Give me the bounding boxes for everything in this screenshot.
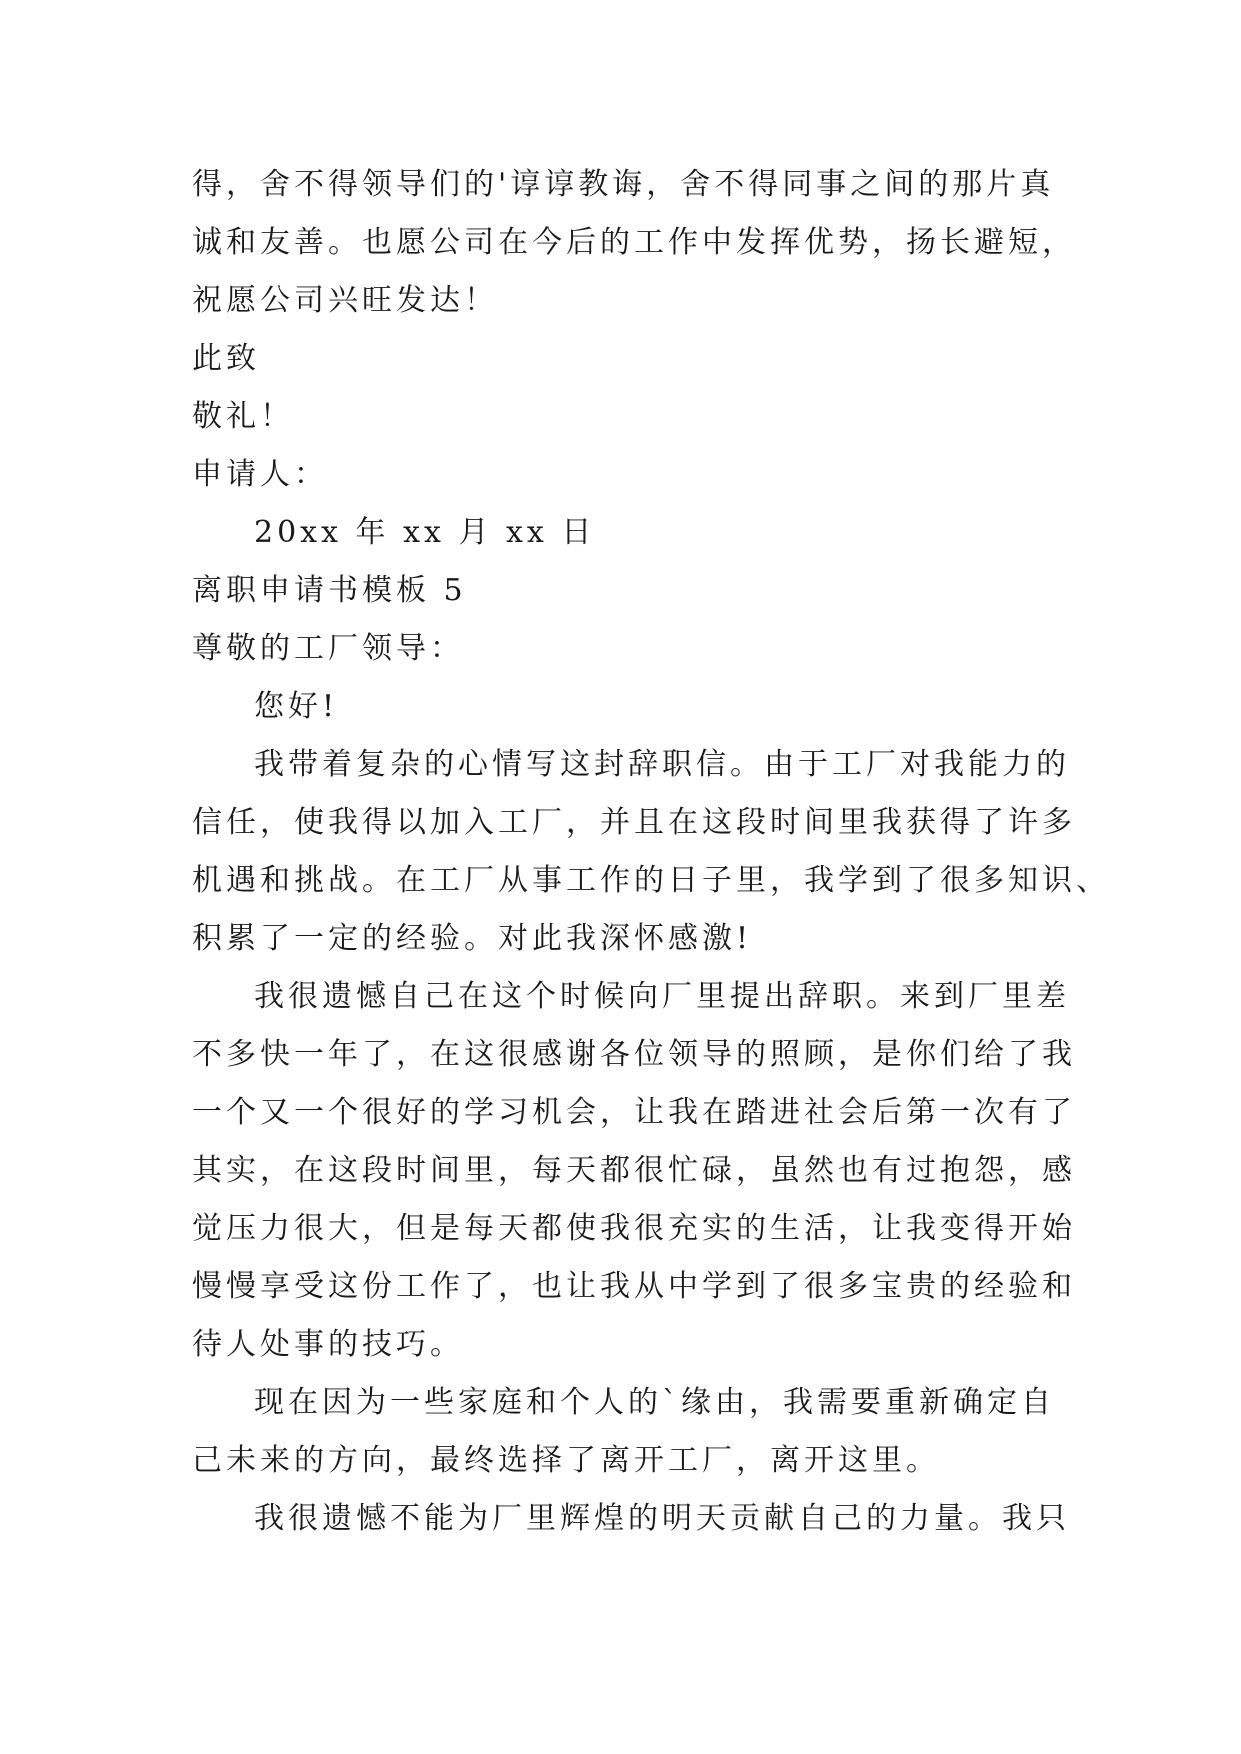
text-line: 积累了一定的经验。对此我深怀感激!: [192, 921, 753, 956]
text-line: 不多快一年了，在这很感谢各位领导的照顾，是你们给了我: [192, 1037, 1076, 1072]
text-line: 我带着复杂的心情写这封辞职信。由于工厂对我能力的: [254, 747, 1070, 782]
text-line: 待人处事的技巧。: [192, 1327, 464, 1362]
text-line: 祝愿公司兴旺发达！: [192, 283, 498, 318]
text-line: 我很遗憾自己在这个时候向厂里提出辞职。来到厂里差: [254, 979, 1070, 1014]
text-line: 我很遗憾不能为厂里辉煌的明天贡献自己的力量。我只: [254, 1501, 1070, 1536]
section-title: 离职申请书模板 5: [192, 573, 467, 608]
closing-salutation: 此致: [192, 341, 260, 376]
text-line: 觉压力很大，但是每天都使我很充实的生活，让我变得开始: [192, 1211, 1076, 1246]
text-line: 现在因为一些家庭和个人的`缘由，我需要重新确定自: [254, 1385, 1055, 1420]
greeting: 您好!: [254, 689, 339, 724]
text-line: 一个又一个很好的学习机会，让我在踏进社会后第一次有了: [192, 1095, 1076, 1130]
text-line: 机遇和挑战。在工厂从事工作的日子里，我学到了很多知识、: [192, 863, 1110, 898]
text-line: 其实，在这段时间里，每天都很忙碌，虽然也有过抱怨，感: [192, 1153, 1076, 1188]
text-line: 慢慢享受这份工作了，也让我从中学到了很多宝贵的经验和: [192, 1269, 1076, 1304]
applicant-label: 申请人：: [192, 457, 328, 492]
greeting-recipient: 尊敬的工厂领导：: [192, 631, 464, 666]
date-line: 20xx 年 xx 月 xx 日: [254, 515, 596, 550]
text-line: 诚和友善。也愿公司在今后的工作中发挥优势，扬长避短，: [192, 225, 1076, 260]
text-line: 己未来的方向，最终选择了离开工厂，离开这里。: [192, 1443, 940, 1478]
text-line: 信任，使我得以加入工厂，并且在这段时间里我获得了许多: [192, 805, 1076, 840]
closing-regards: 敬礼！: [192, 399, 294, 434]
text-line: 得，舍不得领导们的'谆谆教诲，舍不得同事之间的那片真: [192, 167, 1055, 202]
